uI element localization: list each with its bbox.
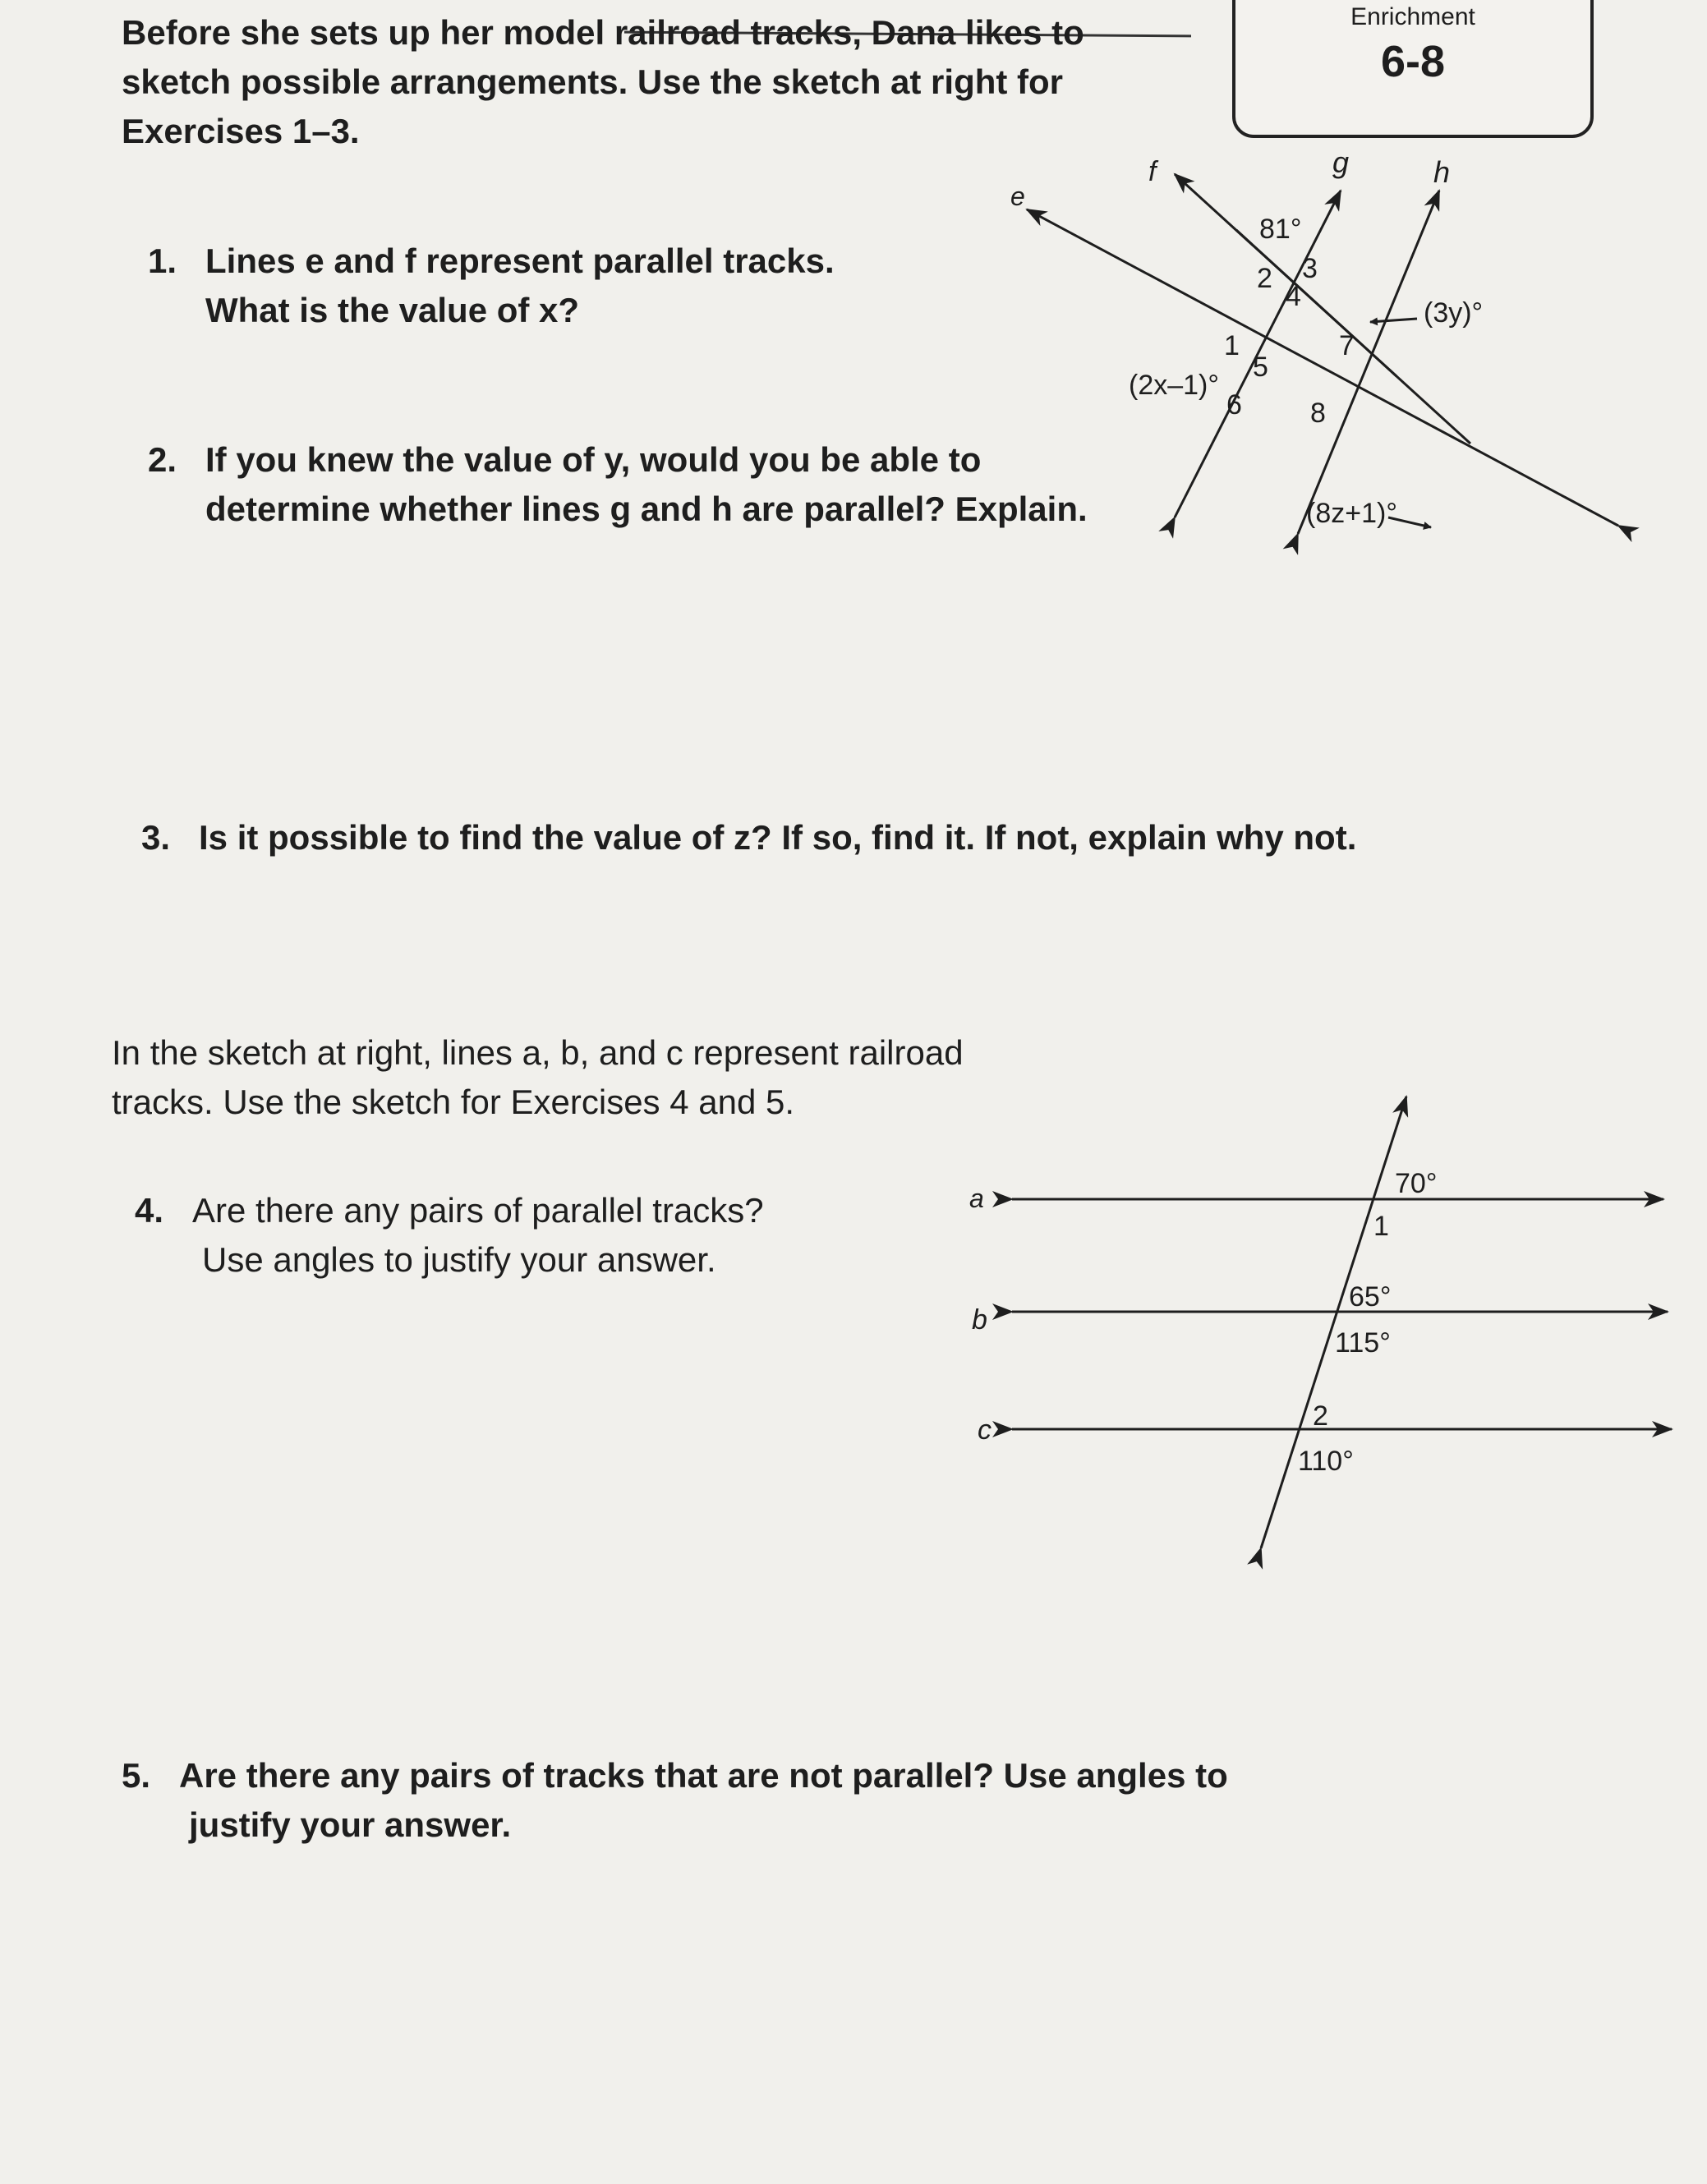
label-f: f [1148, 156, 1157, 187]
intro1-line1: Before she sets up her model railroad tracks, Dana likes to [122, 13, 1084, 52]
label-a: a [969, 1184, 984, 1213]
question-1-line2: What is the value of x? [205, 291, 580, 329]
angle-8z-plus-1: (8z+1)° [1306, 498, 1397, 529]
angle-2: 2 [1257, 263, 1272, 294]
question-4-number: 4. [135, 1191, 164, 1230]
angle-1: 1 [1224, 330, 1240, 361]
angle-6: 6 [1226, 389, 1242, 421]
label-h: h [1433, 155, 1451, 189]
angle-2-d2: 2 [1313, 1400, 1328, 1432]
question-5-number: 5. [122, 1756, 151, 1795]
angle-8: 8 [1310, 398, 1326, 429]
angle-5: 5 [1253, 352, 1268, 383]
angle-115: 115° [1335, 1327, 1391, 1359]
angle-2x-minus-1: (2x–1)° [1129, 370, 1219, 401]
question-3-number: 3. [141, 818, 171, 857]
intro1-line2: sketch possible arrangements. Use the sketch at right for [122, 62, 1064, 101]
question-2-line2: determine whether lines g and h are parallel? Explain. [205, 490, 1088, 528]
label-b: b [972, 1304, 987, 1336]
angle-3: 3 [1302, 253, 1318, 284]
label-c: c [978, 1414, 992, 1446]
enrichment-label: Enrichment [1350, 3, 1475, 30]
transversal [1261, 1097, 1406, 1548]
question-4-line2: Use angles to justify your answer. [202, 1240, 716, 1279]
angle-65: 65° [1349, 1281, 1392, 1313]
label-e: e [1010, 182, 1025, 211]
angle-70: 70° [1395, 1168, 1438, 1199]
intro1-line3: Exercises 1–3. [122, 112, 360, 150]
angle-81: 81° [1259, 214, 1302, 245]
question-1-line1: Lines e and f represent parallel tracks. [205, 241, 835, 280]
angle-1-d2: 1 [1373, 1211, 1389, 1242]
intro2-line2: tracks. Use the sketch for Exercises 4 and 5. [112, 1083, 795, 1121]
question-4-line1: Are there any pairs of parallel tracks? [192, 1191, 764, 1230]
diagram-2 [1012, 1097, 1672, 1548]
diagram-1-labels [1010, 145, 1483, 529]
question-5-line1: Are there any pairs of tracks that are not parallel? Use angles to [179, 1756, 1228, 1795]
question-3-line1: Is it possible to find the value of z? If so, find it. If not, explain why not. [199, 818, 1357, 857]
angle-4: 4 [1286, 281, 1301, 312]
intro2-line1: In the sketch at right, lines a, b, and c represent railroad [112, 1033, 964, 1072]
angle-110: 110° [1298, 1446, 1354, 1477]
line-e [1027, 209, 1618, 526]
lesson-number: 6-8 [1380, 37, 1446, 86]
angle-7: 7 [1339, 330, 1355, 361]
label-g: g [1332, 145, 1350, 179]
arrow-3y [1370, 319, 1417, 322]
question-2-number: 2. [148, 440, 177, 479]
question-1-number: 1. [148, 241, 177, 280]
angle-3y: (3y)° [1424, 297, 1484, 329]
question-2-line1: If you knew the value of y, would you be able to [205, 440, 982, 479]
diagram-2-labels [969, 1168, 1437, 1477]
question-5-line2: justify your answer. [189, 1805, 512, 1844]
line-h [1298, 191, 1439, 534]
diagram-1 [1027, 174, 1618, 534]
